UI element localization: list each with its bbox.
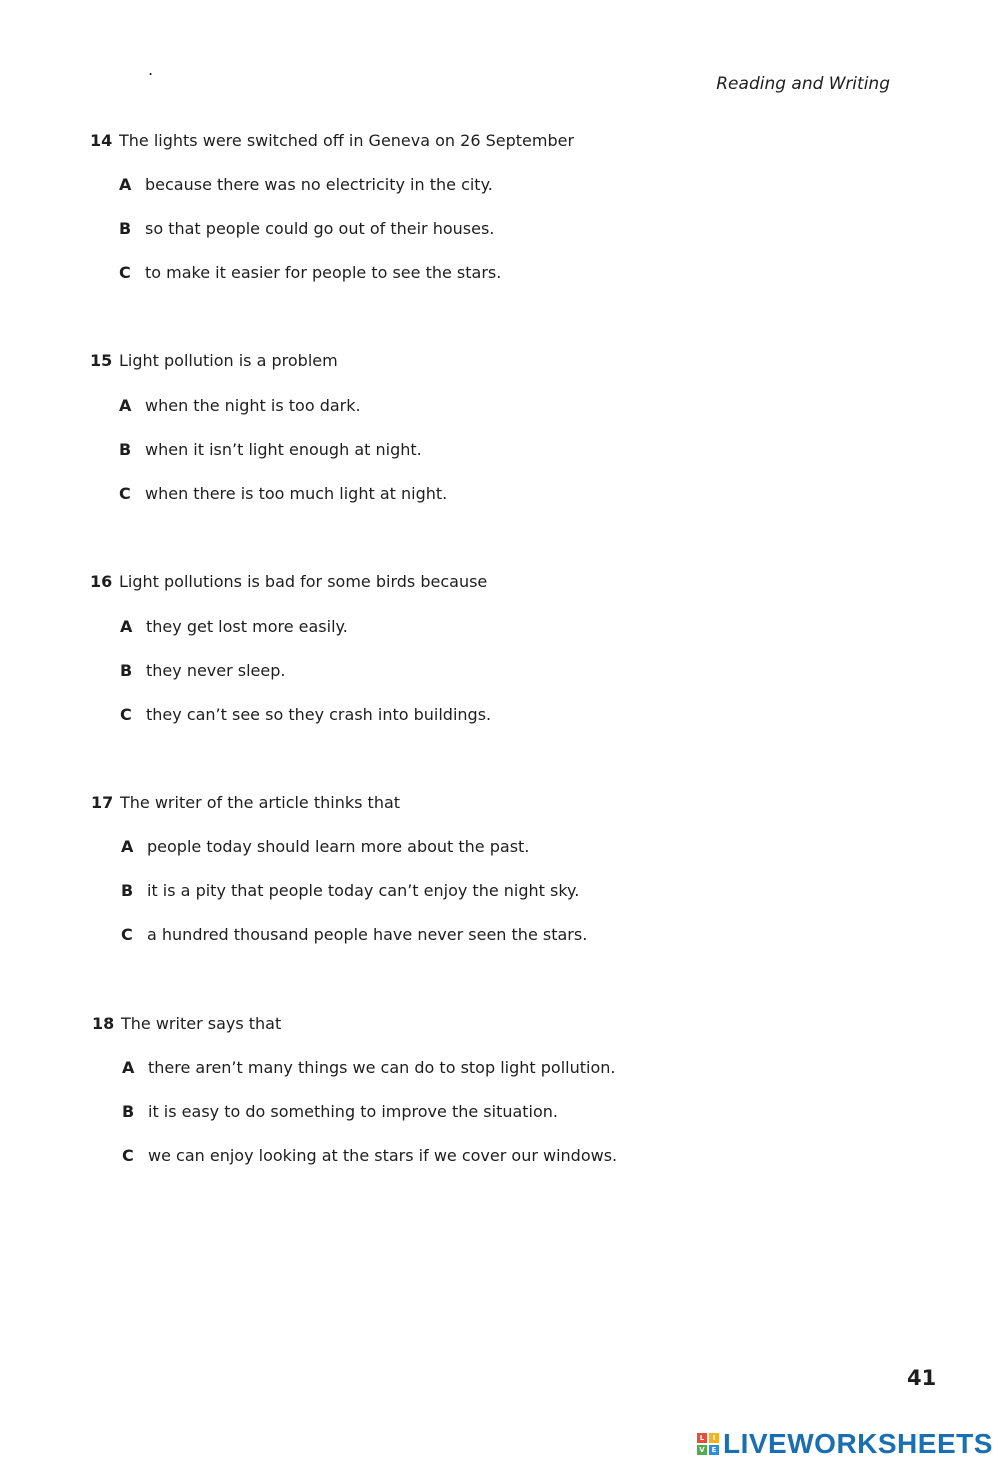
answer-option[interactable] bbox=[121, 924, 587, 946]
question-number: 18 bbox=[92, 1014, 115, 1033]
logo-icon bbox=[697, 1433, 719, 1455]
answer-option[interactable] bbox=[122, 1145, 617, 1167]
option-text: they never sleep. bbox=[146, 661, 286, 680]
option-text: people today should learn more about the past. bbox=[147, 837, 530, 856]
option-text: when it isn’t light enough at night. bbox=[145, 440, 422, 459]
question-stem bbox=[91, 792, 400, 814]
option-text: there aren’t many things we can do to stop light pollution. bbox=[148, 1058, 616, 1077]
option-letter: B bbox=[119, 440, 132, 459]
question-stem bbox=[90, 130, 574, 152]
option-letter: B bbox=[121, 881, 134, 900]
logo-text: LIVEWORKSHEETS bbox=[723, 1428, 993, 1459]
logo-block: I bbox=[709, 1433, 719, 1443]
option-text: they get lost more easily. bbox=[146, 617, 348, 636]
answer-option[interactable] bbox=[120, 660, 285, 682]
option-text: we can enjoy looking at the stars if we cover our windows. bbox=[148, 1146, 618, 1165]
option-text: when the night is too dark. bbox=[145, 396, 361, 415]
answer-option[interactable] bbox=[119, 174, 493, 196]
question-text: The lights were switched off in Geneva on 26 September bbox=[119, 131, 575, 150]
answer-option[interactable] bbox=[121, 836, 529, 858]
question-text: Light pollutions is bad for some birds because bbox=[119, 572, 488, 591]
question-number: 16 bbox=[90, 572, 113, 591]
question-text: Light pollution is a problem bbox=[119, 351, 338, 370]
answer-option[interactable] bbox=[122, 1057, 615, 1079]
answer-option[interactable] bbox=[122, 1101, 558, 1123]
option-text: it is easy to do something to improve the situation. bbox=[148, 1102, 559, 1121]
answer-option[interactable] bbox=[119, 218, 494, 240]
answer-option[interactable] bbox=[119, 395, 361, 417]
option-letter: A bbox=[120, 617, 133, 636]
option-text: so that people could go out of their houses. bbox=[145, 219, 495, 238]
option-text: to make it easier for people to see the stars. bbox=[145, 263, 502, 282]
question-stem bbox=[90, 571, 487, 593]
option-text: when there is too much light at night. bbox=[145, 484, 448, 503]
option-letter: C bbox=[122, 1146, 134, 1165]
question-number: 17 bbox=[91, 793, 114, 812]
option-text: it is a pity that people today can’t enjoy the night sky. bbox=[147, 881, 580, 900]
option-text: because there was no electricity in the city. bbox=[145, 175, 493, 194]
question-number: 14 bbox=[90, 131, 113, 150]
option-text: a hundred thousand people have never seen the stars. bbox=[147, 925, 588, 944]
option-text: they can’t see so they crash into buildings. bbox=[146, 705, 492, 724]
answer-option[interactable] bbox=[119, 439, 422, 461]
option-letter: C bbox=[119, 263, 131, 282]
option-letter: B bbox=[119, 219, 132, 238]
logo-block: V bbox=[697, 1445, 707, 1455]
option-letter: B bbox=[120, 661, 133, 680]
option-letter: A bbox=[121, 837, 134, 856]
answer-option[interactable] bbox=[120, 704, 491, 726]
question-stem bbox=[92, 1013, 281, 1035]
option-letter: C bbox=[120, 705, 132, 724]
option-letter: A bbox=[119, 396, 132, 415]
question-text: The writer says that bbox=[121, 1014, 282, 1033]
question-stem bbox=[90, 350, 338, 372]
option-letter: C bbox=[119, 484, 131, 503]
liveworksheets-logo[interactable] bbox=[697, 1427, 993, 1461]
answer-option[interactable] bbox=[119, 262, 501, 284]
answer-option[interactable] bbox=[120, 616, 348, 638]
option-letter: B bbox=[122, 1102, 135, 1121]
question-text: The writer of the article thinks that bbox=[120, 793, 401, 812]
page-mark: . bbox=[148, 60, 154, 79]
option-letter: C bbox=[121, 925, 133, 944]
question-number: 15 bbox=[90, 351, 113, 370]
page-number: 41 bbox=[907, 1366, 937, 1390]
answer-option[interactable] bbox=[121, 880, 579, 902]
answer-option[interactable] bbox=[119, 483, 447, 505]
option-letter: A bbox=[119, 175, 132, 194]
logo-block: L bbox=[697, 1433, 707, 1443]
logo-block: E bbox=[709, 1445, 719, 1455]
section-title: Reading and Writing bbox=[716, 74, 890, 94]
option-letter: A bbox=[122, 1058, 135, 1077]
